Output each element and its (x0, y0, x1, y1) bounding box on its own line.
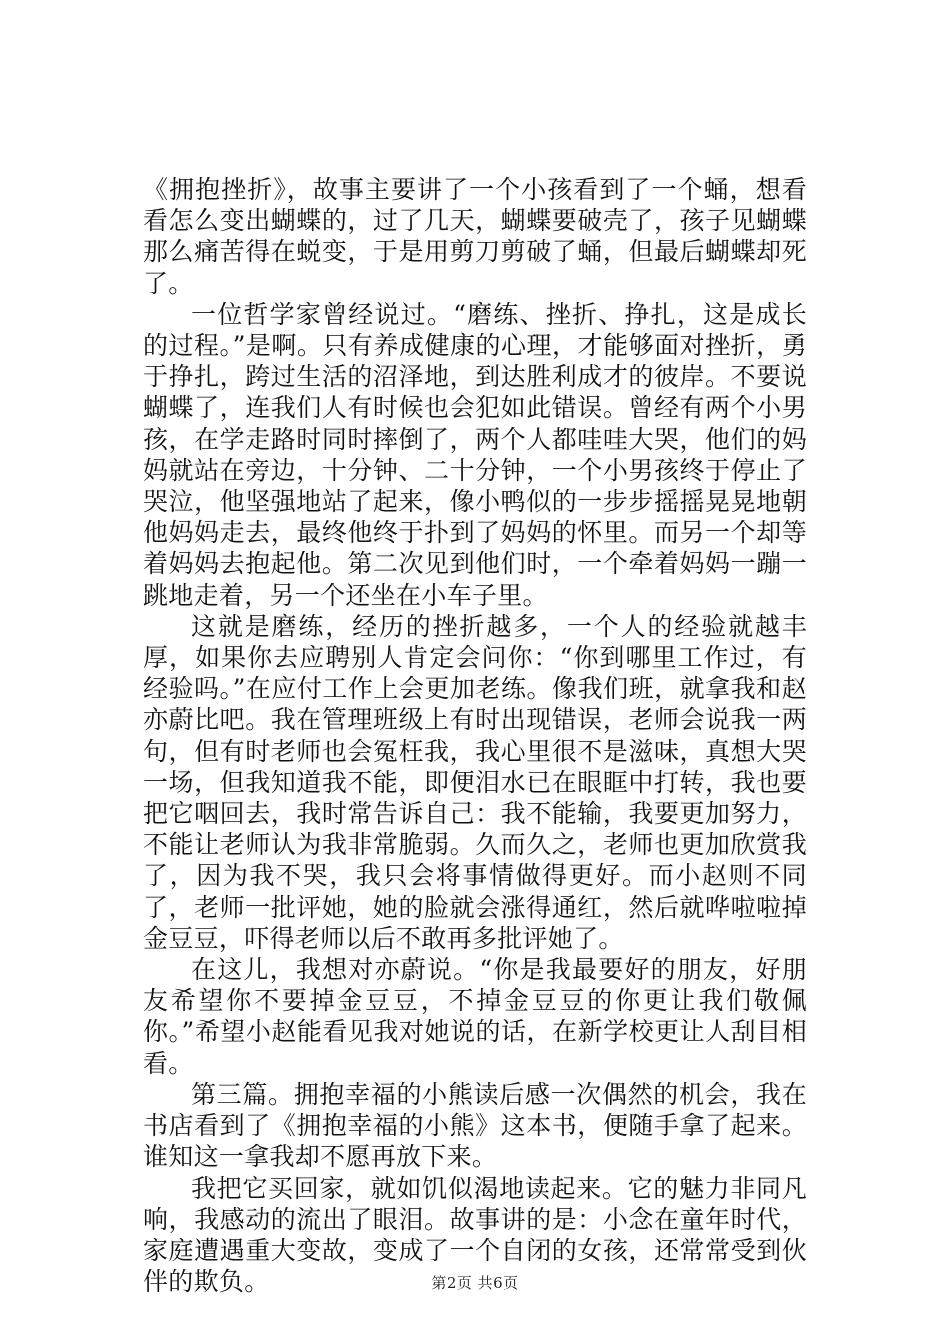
paragraph-5: 第三篇。拥抱幸福的小熊读后感一次偶然的机会，我在书店看到了《拥抱幸福的小熊》这本书，便随手拿了起来。谁知这一拿我却不愿再放下来。 (143, 1079, 807, 1172)
paragraph-6: 我把它买回家，就如饥似渴地读起来。它的魅力非同凡响，我感动的流出了眼泪。故事讲的是：小念在童年时代，家庭遭遇重大变故，变成了一个自闭的女孩，还常常受到伙伴的欺负。 (143, 1173, 807, 1297)
paragraph-2: 一位哲学家曾经说过。“磨练、挫折、挣扎，这是成长的过程。”是啊。只有养成健康的心理，才能够面对挫折，勇于挣扎，跨过生活的沼泽地，到达胜利成才的彼岸。不要说蝴蝶了，连我们人有时候也会犯如此错误。曾经有两个小男孩，在学走路时同时摔倒了，两个人都哇哇大哭，他们的妈妈就站在旁边，十分钟、二十分钟，一个小男孩终于停止了哭泣，他坚强地站了起来，像小鸭似的一步步摇摇晃晃地朝他妈妈走去，最终他终于扑到了妈妈的怀里。而另一个却等着妈妈去抱起他。第二次见到他们时，一个牵着妈妈一蹦一跳地走着，另一个还坐在小车子里。 (143, 299, 807, 610)
paragraph-4: 在这儿，我想对亦蔚说。“你是我最要好的朋友，好朋友希望你不要掉金豆豆，不掉金豆豆的你更让我们敬佩你。”希望小赵能看见我对她说的话，在新学校更让人刮目相看。 (143, 955, 807, 1078)
page-footer: 第2页 共6页 (431, 1274, 519, 1292)
paragraph-1: 《拥抱挫折》，故事主要讲了一个小孩看到了一个蛹，想看看怎么变出蝴蝶的，过了几天，蝴蝶要破壳了，孩子见蝴蝶那么痛苦得在蜕变，于是用剪刀剪破了蛹，但最后蝴蝶却死了。 (143, 175, 807, 298)
document-body (143, 174, 807, 1297)
paragraph-3: 这就是磨练，经历的挫折越多，一个人的经验就越丰厚，如果你去应聘别人肯定会问你：“你到哪里工作过，有经验吗。”在应付工作上会更加老练。像我们班，就拿我和赵亦蔚比吧。我在管理班级上有时出现错误，老师会说我一两句，但有时老师也会冤枉我，我心里很不是滋味，真想大哭一场，但我知道我不能，即便泪水已在眼眶中打转，我也要把它咽回去，我时常告诉自己：我不能输，我要更加努力，不能让老师认为我非常脆弱。久而久之，老师也更加欣赏我了，因为我不哭，我只会将事情做得更好。而小赵则不同了，老师一批评她，她的脸就会涨得通红，然后就哗啦啦掉金豆豆，吓得老师以后不敢再多批评她了。 (143, 611, 807, 953)
